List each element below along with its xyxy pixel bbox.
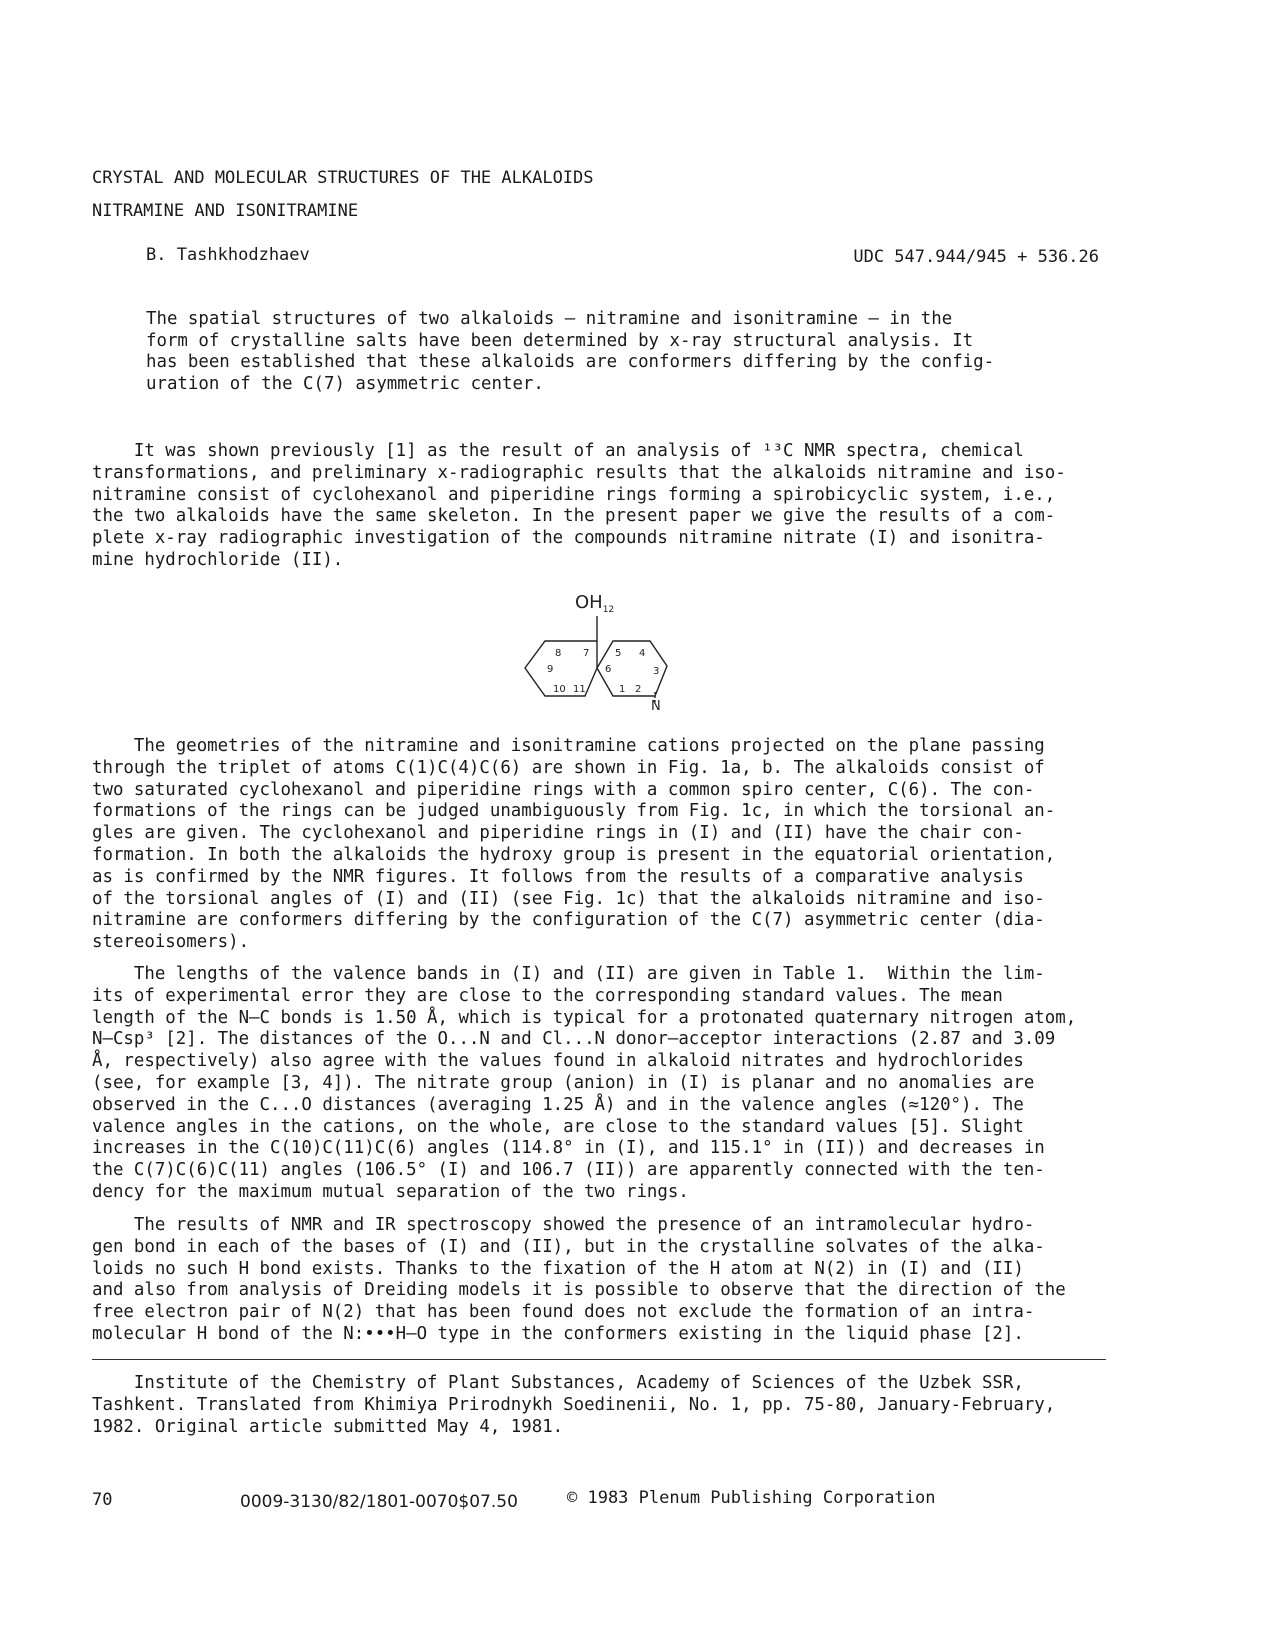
footnote-line: 1982. Original article submitted May 4, 1981. — [92, 1416, 564, 1437]
footnote-divider — [92, 1359, 1106, 1360]
paragraph-line: its of experimental error they are close to the corresponding standard values. The mean — [92, 985, 1003, 1006]
author: B. Tashkhodzhaev — [146, 245, 310, 265]
paragraph-line: mine hydrochloride (II). — [92, 549, 344, 570]
paragraph-line: plete x-ray radiographic investigation of the compounds nitramine nitrate (I) and isonitra- — [92, 528, 1045, 549]
atom-label: 11 — [573, 684, 586, 695]
paragraph-line: dency for the maximum mutual separation of the two rings. — [92, 1181, 689, 1202]
paragraph-line: transformations, and preliminary x-radiographic results that the alkaloids nitramine and iso- — [92, 462, 1066, 483]
atom-label: 8 — [555, 648, 562, 659]
page-number: 70 — [92, 1490, 113, 1510]
atom-label: 3 — [653, 666, 660, 677]
paragraph-line: and also from analysis of Dreiding models it is possible to observe that the direction of the — [92, 1280, 1066, 1301]
paragraph-line: as is confirmed by the NMR figures. It follows from the results of a comparative analysis — [92, 866, 1024, 887]
paragraph-geometry — [92, 736, 1132, 954]
paragraph-line: two saturated cyclohexanol and piperidine rings with a common spiro center, C(6). The con- — [92, 779, 1035, 800]
paragraph-hydrogen-bond — [92, 1215, 1132, 1346]
paragraph-line: formation. In both the alkaloids the hydroxy group is present in the equatorial orientation, — [92, 844, 1056, 865]
article-title-line-2: NITRAMINE AND ISONITRAMINE — [92, 201, 359, 221]
paragraph-line: loids no such H bond exists. Thanks to the fixation of the H atom at N(2) in (I) and (II) — [92, 1258, 1024, 1279]
footnote-line: Institute of the Chemistry of Plant Substances, Academy of Sciences of the Uzbek SSR, — [92, 1373, 1024, 1393]
paragraph-line: (see, for example [3, 4]). The nitrate group (anion) in (I) is planar and no anomalies are — [92, 1072, 1035, 1093]
footnote-line: Tashkent. Translated from Khimiya Prirodnykh Soedinenii, No. 1, pp. 75-80, January-February, — [92, 1394, 1056, 1415]
udc-code: UDC 547.944/945 + 536.26 — [853, 247, 1099, 267]
paragraph-line: the two alkaloids have the same skeleton. In the present paper we give the results of a com- — [92, 506, 1056, 527]
abstract-line: form of crystalline salts have been determined by x-ray structural analysis. It — [146, 330, 974, 351]
atom-label: 4 — [639, 648, 646, 659]
atom-label: 2 — [635, 684, 642, 695]
paragraph-line: observed in the C...O distances (averaging 1.25 Å) and in the valence angles (≈120°). The — [92, 1094, 1024, 1115]
paragraph-line: The geometries of the nitramine and isonitramine cations projected on the plane passing — [92, 736, 1045, 756]
paragraph-intro — [92, 441, 1132, 572]
paragraph-line: increases in the C(10)C(11)C(6) angles (114.8° in (I), and 115.1° in (II)) and decreases in — [92, 1138, 1045, 1159]
structure-figure — [515, 586, 685, 716]
atom-label: 6 — [605, 664, 612, 675]
atom-label: 9 — [547, 664, 554, 675]
paragraph-line: gen bond in each of the bases of (I) and (II), but in the crystalline solvates of the alka- — [92, 1236, 1045, 1257]
article-code: 0009-3130/82/1801-0070$07.50 — [240, 1492, 518, 1512]
paragraph-line: nitramine are conformers differing by the configuration of the C(7) asymmetric center (dia- — [92, 910, 1045, 931]
paragraph-line: Å, respectively) also agree with the values found in alkaloid nitrates and hydrochlorides — [92, 1051, 1024, 1072]
atom-label: 10 — [553, 684, 566, 695]
copyright: © 1983 Plenum Publishing Corporation — [567, 1488, 936, 1508]
footnote — [92, 1373, 1132, 1438]
article-title-line-1: CRYSTAL AND MOLECULAR STRUCTURES OF THE ALKALOIDS — [92, 168, 594, 188]
atom-label: 1 — [619, 684, 626, 695]
abstract-line: uration of the C(7) asymmetric center. — [146, 374, 544, 395]
paragraph-line: length of the N—C bonds is 1.50 Å, which is typical for a protonated quaternary nitrogen atom, — [92, 1007, 1077, 1028]
paragraph-line: formations of the rings can be judged unambiguously from Fig. 1c, in which the torsional an- — [92, 801, 1056, 822]
oh-label: $OH_{12}$ — [575, 592, 615, 615]
paragraph-line: It was shown previously [1] as the result of an analysis of ¹³C NMR spectra, chemical — [92, 441, 1024, 461]
paragraph-line: of the torsional angles of (I) and (II) (see Fig. 1c) that the alkaloids nitramine and iso- — [92, 888, 1045, 909]
paragraph-line: molecular H bond of the N:•••H—O type in the conformers existing in the liquid phase [2]. — [92, 1323, 1024, 1344]
paragraph-line: the C(7)C(6)C(11) angles (106.5° (I) and 106.7 (II)) are apparently connected with the ten- — [92, 1160, 1045, 1181]
paragraph-line: stereoisomers). — [92, 932, 250, 953]
paragraph-line: The results of NMR and IR spectroscopy showed the presence of an intramolecular hydro- — [92, 1215, 1035, 1235]
paragraph-line: through the triplet of atoms C(1)C(4)C(6) are shown in Fig. 1a, b. The alkaloids consist of — [92, 757, 1045, 778]
abstract-line: has been established that these alkaloids are conformers differing by the config- — [146, 352, 995, 373]
paragraph-line: gles are given. The cyclohexanol and piperidine rings in (I) and (II) have the chair con- — [92, 823, 1024, 844]
paragraph-line: N—Csp³ [2]. The distances of the O...N and Cl...N donor—acceptor interactions (2.87 and 3.09 — [92, 1029, 1056, 1050]
paragraph-bond-lengths — [92, 964, 1132, 1204]
atom-label: N — [651, 699, 661, 714]
paragraph-line: nitramine consist of cyclohexanol and piperidine rings forming a spirobicyclic system, i.e., — [92, 484, 1056, 505]
atom-label: 7 — [583, 648, 590, 659]
abstract-line: The spatial structures of two alkaloids — nitramine and isonitramine — in the — [146, 309, 953, 329]
ring-bonds — [525, 616, 667, 704]
abstract — [146, 309, 1046, 396]
atom-label: 5 — [615, 648, 622, 659]
paragraph-line: free electron pair of N(2) that has been found does not exclude the formation of an intra- — [92, 1302, 1035, 1323]
paragraph-line: valence angles in the cations, on the whole, are close to the standard values [5]. Slight — [92, 1116, 1024, 1137]
paragraph-line: The lengths of the valence bands in (I) and (II) are given in Table 1. Within the lim- — [92, 964, 1045, 984]
